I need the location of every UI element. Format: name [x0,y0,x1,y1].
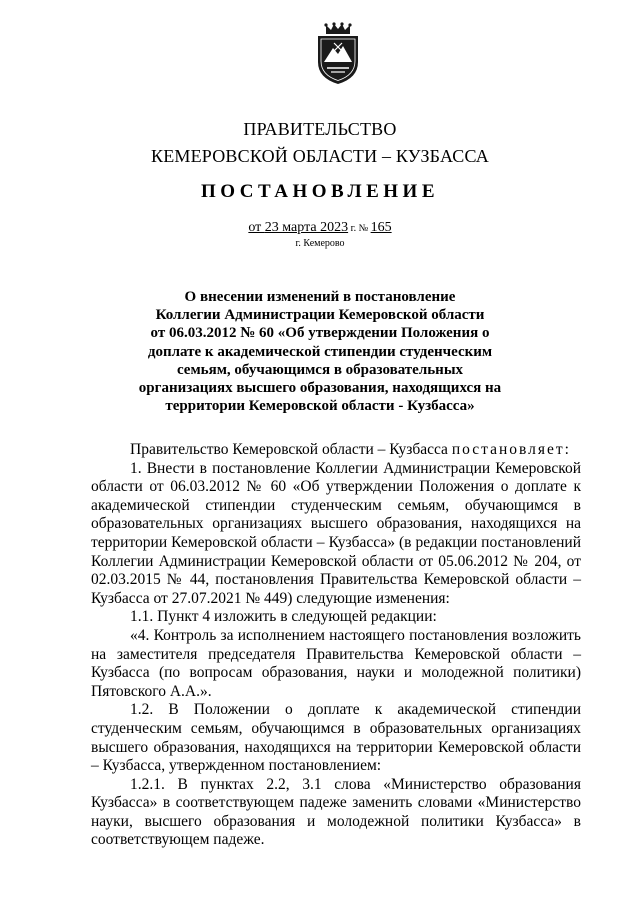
decree-date: 23 марта 2023 [264,220,349,235]
paragraph-1-1-quote: «4. Контроль за исполнением настоящего постановления возложить на заместителя председателя Правительства Кемеровской области – Кузбасса (по вопросам образования, науки и молодежной политики) Пятовского А.А.». [91,626,581,700]
paragraph-1-1: 1.1. Пункт 4 изложить в следующей редакции: [130,608,437,626]
subject-line: от 06.03.2012 № 60 «Об утверждении Положения о [150,325,490,342]
kuzbass-coat-of-arms-icon [313,22,363,86]
year-suffix: г. [348,223,359,234]
intro-resolves: постановляет: [451,441,571,458]
document-type-title: ПОСТАНОВЛЕНИЕ [200,181,440,202]
decree-number: 165 [370,220,392,235]
subject-line: семьям, обучающимся в образовательных [176,361,464,378]
number-sign: № [358,223,371,234]
city-label: г. Кемерово [295,238,345,249]
paragraph-1-2-1: 1.2.1. В пунктах 2.2, 3.1 слова «Министерство образования Кузбасса» в соответствующем падеже заменить словами «Министерство науки, высшего образования и молодежной политики Кузбасса» в соответствующем падеже. [91,775,581,849]
subject-line: Коллегии Администрации Кемеровской области [155,307,485,324]
decree-subject [120,288,520,415]
subject-line: О внесении изменений в постановление [184,289,456,305]
subject-line: территории Кемеровской области - Кузбасса» [165,398,475,415]
intro-paragraph [91,441,581,460]
date-prefix: от [248,220,265,235]
decree-body [91,441,581,850]
subject-line: организациях высшего образования, находящихся на [138,380,502,397]
government-name-line-2: КЕМЕРОВСКОЙ ОБЛАСТИ – КУЗБАССА [151,146,489,166]
paragraph-1-2: 1.2. В Положении о доплате к академической стипендии студенческим семьям, обучающимся в образовательных организациях высшего образования, находящихся на территории Кемеровской области – Кузбасса, утвержденном постановлением: [91,701,581,775]
intro-text: Правительство Кемеровской области – Кузбасса [130,441,452,458]
paragraph-1: 1. Внести в постановление Коллегии Администрации Кемеровской области от 06.03.2012 № 60 «Об утверждении Положения о доплате к академической стипендии студенческим семьям, обучающимся в образовательных организациях высшего образования, находящихся на территории Кемеровской области – Кузбасса» (в редакции постановлений Коллегии Администрации Кемеровской области от 05.06.2012 № 204, от 02.03.2015 № 44, постановления Правительства Кемеровской области – Кузбасса от 27.07.2021 № 449) следующие изменения: [91,459,581,607]
decree-date-line [0,220,640,236]
subject-line: доплате к академической стипендии студенческим [147,343,493,360]
government-name-line-1: ПРАВИТЕЛЬСТВО [243,119,397,139]
